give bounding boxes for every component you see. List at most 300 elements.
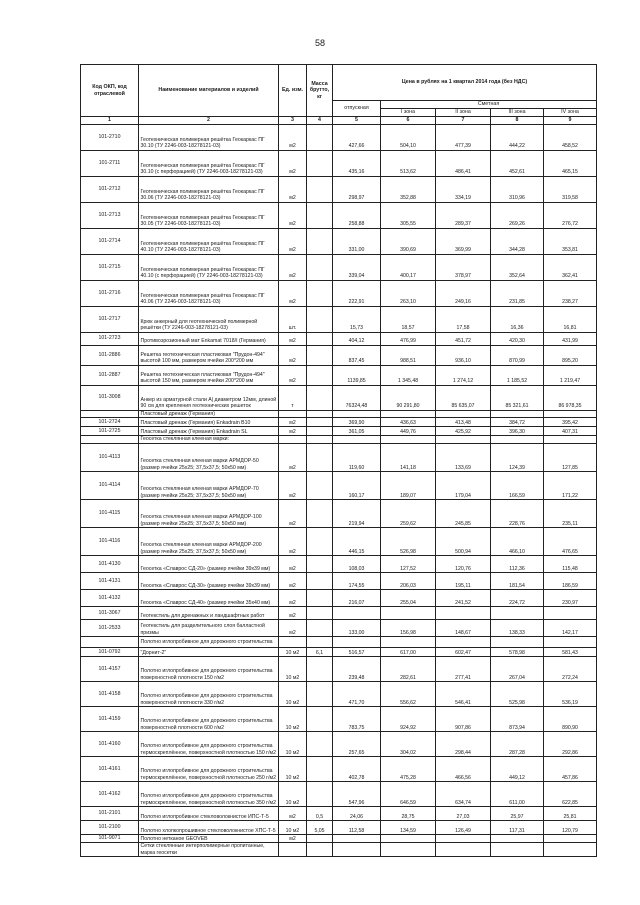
item-code: 101-2710 (81, 124, 139, 150)
empty-cell (491, 410, 544, 418)
price-zone-3: 228,76 (491, 500, 544, 528)
table-row (81, 648, 597, 657)
item-mass (307, 306, 333, 332)
col-number: 5 (333, 117, 381, 125)
item-code: 101-2717 (81, 306, 139, 332)
price-zone-3: 267,04 (491, 657, 544, 682)
table-row (81, 332, 597, 345)
item-name: Полотно иглопробивное для дорожного строительства термоскреплённое, поверхностной плотностью 250 г/м2 (139, 757, 279, 782)
price-zone-4: 16,81 (544, 306, 597, 332)
table-row (81, 345, 597, 365)
header-price-group: Цена в рублях на 1 квартал 2014 года (без НДС) (333, 65, 597, 101)
section-row (81, 637, 597, 648)
table-row (81, 757, 597, 782)
item-mass (307, 782, 333, 807)
price-zone-4 (544, 607, 597, 620)
price-zone-4: 319,58 (544, 176, 597, 202)
price-zone-2: 85 635,07 (436, 385, 491, 410)
table-row (81, 782, 597, 807)
price-zone-3: 420,30 (491, 332, 544, 345)
price-zone-2: 907,86 (436, 707, 491, 732)
price-zone-2: 245,85 (436, 500, 491, 528)
price-zone-2: 466,56 (436, 757, 491, 782)
item-name: Решетка геотехническая пластиковая "Прудон-494" высотой 150 мм, размером ячейки 200*200 мм (139, 365, 279, 385)
empty-cell (279, 637, 307, 648)
price-zone-2: 148,67 (436, 620, 491, 637)
price-zone-1: 504,10 (381, 124, 436, 150)
section-code-cell (81, 637, 139, 648)
price-zone-1: 556,62 (381, 682, 436, 707)
item-code: 101-4159 (81, 707, 139, 732)
col-number: 8 (491, 117, 544, 125)
price-zone-1: 28,75 (381, 807, 436, 821)
price-zone-1: 263,10 (381, 280, 436, 306)
item-name: Полотно иглопробивное для дорожного строительства поверхностной плотности 330 г/м2 (139, 682, 279, 707)
section-row (81, 843, 597, 857)
price-release: 216,07 (333, 590, 381, 607)
table-row (81, 500, 597, 528)
item-mass (307, 657, 333, 682)
table-row (81, 150, 597, 176)
price-zone-2: 369,99 (436, 228, 491, 254)
price-zone-1: 436,63 (381, 418, 436, 427)
price-release: 339,04 (333, 254, 381, 280)
price-zone-3: 449,12 (491, 757, 544, 782)
table-row (81, 620, 597, 637)
item-name: Геосетка «Славрос СД-20» (размер ячейки 39х39 мм) (139, 556, 279, 573)
item-unit: м2 (279, 280, 307, 306)
price-release: 219,94 (333, 500, 381, 528)
price-release: 547,96 (333, 782, 381, 807)
item-code: 101-0792 (81, 648, 139, 657)
item-code: 101-2712 (81, 176, 139, 202)
section-title: Сетки стеклянные интерполимерные пропитанные, марка геосетки (139, 843, 279, 857)
item-unit: м2 (279, 607, 307, 620)
price-release: 837,45 (333, 345, 381, 365)
item-unit: 10 м2 (279, 657, 307, 682)
price-zone-4: 407,31 (544, 427, 597, 436)
item-code: 101-4131 (81, 573, 139, 590)
table-row (81, 607, 597, 620)
price-zone-4: 86 978,35 (544, 385, 597, 410)
item-mass: 0,5 (307, 807, 333, 821)
item-unit: м2 (279, 444, 307, 472)
table-row (81, 657, 597, 682)
price-zone-3: 310,96 (491, 176, 544, 202)
price-zone-1: 1 345,48 (381, 365, 436, 385)
price-zone-4: 238,27 (544, 280, 597, 306)
item-unit: 10 м2 (279, 782, 307, 807)
item-mass (307, 202, 333, 228)
price-zone-3: 1 185,52 (491, 365, 544, 385)
item-code: 101-4115 (81, 500, 139, 528)
item-code: 101-2533 (81, 620, 139, 637)
header-mass: Масса брутто, кг (307, 65, 333, 117)
price-zone-4: 25,81 (544, 807, 597, 821)
item-code: 101-4158 (81, 682, 139, 707)
item-name: Геосетка «Славрос СД-30» (размер ячейки 39х39 мм) (139, 573, 279, 590)
item-mass (307, 556, 333, 573)
price-zone-3: 224,72 (491, 590, 544, 607)
item-unit: м2 (279, 254, 307, 280)
price-release: 1139,85 (333, 365, 381, 385)
price-zone-4: 890,90 (544, 707, 597, 732)
price-zone-2: 126,49 (436, 821, 491, 835)
price-zone-3: 873,94 (491, 707, 544, 732)
price-release: 133,00 (333, 620, 381, 637)
price-zone-1: 282,61 (381, 657, 436, 682)
item-mass (307, 573, 333, 590)
item-mass (307, 254, 333, 280)
price-release: 435,16 (333, 150, 381, 176)
header-zone-3: III зона (491, 109, 544, 117)
item-unit: м2 (279, 528, 307, 556)
price-zone-2 (436, 835, 491, 843)
item-name: Решетка геотехническая пластиковая "Прудон-494" высотой 100 мм, размером ячейки 200*200 мм (139, 345, 279, 365)
price-zone-2: 413,48 (436, 418, 491, 427)
price-zone-4: 292,86 (544, 732, 597, 757)
col-number: 3 (279, 117, 307, 125)
price-zone-3: 112,36 (491, 556, 544, 573)
item-code: 101-2725 (81, 427, 139, 436)
price-zone-1: 134,59 (381, 821, 436, 835)
item-mass (307, 427, 333, 436)
header-zone-2: II зона (436, 109, 491, 117)
table-row (81, 573, 597, 590)
item-mass: 5,05 (307, 821, 333, 835)
price-zone-1: 449,76 (381, 427, 436, 436)
price-zone-1: 513,62 (381, 150, 436, 176)
price-release: 298,97 (333, 176, 381, 202)
item-code: 101-4162 (81, 782, 139, 807)
empty-cell (279, 843, 307, 857)
empty-cell (436, 637, 491, 648)
item-mass (307, 707, 333, 732)
price-zone-1 (381, 835, 436, 843)
price-zone-2: 425,92 (436, 427, 491, 436)
item-code: 101-2713 (81, 202, 139, 228)
price-zone-2: 298,44 (436, 732, 491, 757)
price-release: 24,06 (333, 807, 381, 821)
empty-cell (544, 410, 597, 418)
empty-cell (381, 436, 436, 444)
header-unit: Ед. изм. (279, 65, 307, 117)
item-mass (307, 472, 333, 500)
column-number-row (81, 117, 597, 125)
price-zone-3: 611,00 (491, 782, 544, 807)
price-zone-2: 179,04 (436, 472, 491, 500)
item-name: Полотно иглопробивное для дорожного строительства поверхностной плотности 150 г/м2 (139, 657, 279, 682)
item-code: 101-4130 (81, 556, 139, 573)
price-zone-2: 277,41 (436, 657, 491, 682)
price-zone-1: 259,62 (381, 500, 436, 528)
header-name: Наименование материалов и изделий (139, 65, 279, 117)
item-unit: м2 (279, 556, 307, 573)
price-zone-1: 526,98 (381, 528, 436, 556)
col-number: 1 (81, 117, 139, 125)
empty-cell (436, 843, 491, 857)
item-unit: м2 (279, 590, 307, 607)
section-code-cell (81, 843, 139, 857)
empty-cell (381, 843, 436, 857)
table-row (81, 590, 597, 607)
price-zone-1 (381, 607, 436, 620)
table-row (81, 528, 597, 556)
table-row (81, 418, 597, 427)
price-release: 446,15 (333, 528, 381, 556)
empty-cell (381, 410, 436, 418)
item-name: Геотехническая полимерная решётка Геокаркас ПГ 30.10 (ТУ 2246-003-18278121-03) (139, 124, 279, 150)
item-mass (307, 365, 333, 385)
item-name: Геотехническая полимерная решётка Геокаркас ПГ 40.06 (ТУ 2246-003-18278121-03) (139, 280, 279, 306)
price-zone-4: 362,41 (544, 254, 597, 280)
item-unit: м2 (279, 345, 307, 365)
price-zone-4: 457,86 (544, 757, 597, 782)
price-zone-1: 127,52 (381, 556, 436, 573)
item-mass: 6,1 (307, 648, 333, 657)
price-release: 516,57 (333, 648, 381, 657)
item-unit: м2 (279, 427, 307, 436)
header-code: Код ОКП, код отраслевой (81, 65, 139, 117)
item-code: 101-2724 (81, 418, 139, 427)
price-release: 258,88 (333, 202, 381, 228)
item-name: Крюк анкерный для геотехнической полимерной решётки (ТУ 2246-003-18278121-03) (139, 306, 279, 332)
item-mass (307, 345, 333, 365)
item-mass (307, 682, 333, 707)
price-zone-3: 444,22 (491, 124, 544, 150)
empty-cell (544, 436, 597, 444)
col-number: 9 (544, 117, 597, 125)
empty-cell (333, 637, 381, 648)
empty-cell (333, 410, 381, 418)
section-row (81, 410, 597, 418)
table-row (81, 228, 597, 254)
price-zone-2: 634,74 (436, 782, 491, 807)
item-code: 101-2101 (81, 807, 139, 821)
table-row (81, 254, 597, 280)
item-mass (307, 607, 333, 620)
header-estimate: Сметная (381, 101, 597, 109)
price-zone-3: 452,61 (491, 150, 544, 176)
item-code: 101-4160 (81, 732, 139, 757)
item-unit: м2 (279, 620, 307, 637)
section-row (81, 436, 597, 444)
item-name: Геосетка стеклянная клееная марки АРМДОР-200 (размер ячейки 25х25; 37,5х37,5; 50х50 мм) (139, 528, 279, 556)
price-zone-1: 305,55 (381, 202, 436, 228)
item-code: 101-2723 (81, 332, 139, 345)
empty-cell (544, 843, 597, 857)
section-title: Полотно иглопробивное для дорожного строительства (139, 637, 279, 648)
price-release: 160,17 (333, 472, 381, 500)
item-unit: м2 (279, 807, 307, 821)
item-name: Анкер из арматурной стали А| диаметром 12мм, длиной 90 см для крепления геотехнических решеток (139, 385, 279, 410)
price-release: 427,66 (333, 124, 381, 150)
price-zone-4: 581,43 (544, 648, 597, 657)
header-release: отпускная (333, 101, 381, 117)
table-row (81, 202, 597, 228)
price-zone-2: 378,97 (436, 254, 491, 280)
price-zone-4: 230,97 (544, 590, 597, 607)
price-zone-3: 181,54 (491, 573, 544, 590)
price-zone-4: 127,85 (544, 444, 597, 472)
empty-cell (381, 637, 436, 648)
price-zone-2: 451,72 (436, 332, 491, 345)
table-row (81, 707, 597, 732)
price-release: 239,48 (333, 657, 381, 682)
price-zone-3 (491, 835, 544, 843)
empty-cell (333, 436, 381, 444)
item-mass (307, 835, 333, 843)
page-number: 58 (314, 38, 325, 48)
table-row (81, 365, 597, 385)
price-release: 783,75 (333, 707, 381, 732)
item-mass (307, 332, 333, 345)
item-name: Полотно иглопробивное для дорожного строительства термоскреплённое, поверхностной плотностью 350 г/м2 (139, 782, 279, 807)
price-release: 471,70 (333, 682, 381, 707)
price-zone-1: 90 291,80 (381, 385, 436, 410)
empty-cell (333, 843, 381, 857)
price-release: 15,73 (333, 306, 381, 332)
empty-cell (491, 843, 544, 857)
price-zone-4: 171,22 (544, 472, 597, 500)
price-release: 257,65 (333, 732, 381, 757)
table-row (81, 821, 597, 835)
price-zone-4: 465,15 (544, 150, 597, 176)
price-release: 331,00 (333, 228, 381, 254)
item-name: Пластовый дренаж (Германия) Enkadrain SL (139, 427, 279, 436)
item-name: Геосетка стеклянная клееная марки АРМДОР-100 (размер ячейки 25х25; 37,5х37,5; 50х50 мм) (139, 500, 279, 528)
item-unit: 10 м2 (279, 757, 307, 782)
item-mass (307, 528, 333, 556)
price-zone-3: 85 321,61 (491, 385, 544, 410)
price-zone-2: 289,37 (436, 202, 491, 228)
price-zone-3: 117,31 (491, 821, 544, 835)
price-zone-3 (491, 607, 544, 620)
price-zone-2: 27,03 (436, 807, 491, 821)
price-release (333, 607, 381, 620)
item-name: "Дорнит-2" (139, 648, 279, 657)
col-number: 6 (381, 117, 436, 125)
price-zone-3: 166,59 (491, 472, 544, 500)
item-unit: т (279, 385, 307, 410)
price-zone-1: 18,57 (381, 306, 436, 332)
price-zone-3: 352,64 (491, 254, 544, 280)
item-name: Полотно хлопкопрошивное стекловолокнистое ХПС-Т-5 (139, 821, 279, 835)
table-row (81, 385, 597, 410)
item-code: 101-4113 (81, 444, 139, 472)
header-zone-1: I зона (381, 109, 436, 117)
item-mass (307, 444, 333, 472)
price-zone-4: 476,65 (544, 528, 597, 556)
item-name: Полотно иглопробивное для дорожного строительства термоскреплённое, поверхностной плотностью 150 г/м2 (139, 732, 279, 757)
item-unit: м2 (279, 418, 307, 427)
price-zone-3: 384,72 (491, 418, 544, 427)
item-code: 101-4161 (81, 757, 139, 782)
price-zone-2: 546,41 (436, 682, 491, 707)
header-zone-4: IV зона (544, 109, 597, 117)
price-zone-3: 578,98 (491, 648, 544, 657)
price-zone-3: 25,97 (491, 807, 544, 821)
price-zone-2: 500,94 (436, 528, 491, 556)
item-unit: шт. (279, 306, 307, 332)
empty-cell (491, 637, 544, 648)
price-zone-2: 17,58 (436, 306, 491, 332)
item-unit: м2 (279, 472, 307, 500)
empty-cell (491, 436, 544, 444)
item-unit: м2 (279, 835, 307, 843)
item-name: Геотехническая полимерная решётка Геокаркас ПГ 30.05 (ТУ 2246-003-18278121-03) (139, 202, 279, 228)
price-zone-1: 924,92 (381, 707, 436, 732)
price-table-body (81, 124, 597, 857)
empty-cell (436, 410, 491, 418)
item-code: 101-3067 (81, 607, 139, 620)
item-mass (307, 590, 333, 607)
item-unit: м2 (279, 573, 307, 590)
price-zone-1: 141,18 (381, 444, 436, 472)
price-zone-3: 396,30 (491, 427, 544, 436)
item-name: Геотехническая полимерная решётка Геокаркас ПГ 30.06 (ТУ 2246-003-18278121-03) (139, 176, 279, 202)
item-code: 101-2887 (81, 365, 139, 385)
price-zone-2: 334,19 (436, 176, 491, 202)
price-release: 369,90 (333, 418, 381, 427)
price-zone-4: 622,85 (544, 782, 597, 807)
price-zone-1: 646,59 (381, 782, 436, 807)
item-mass (307, 280, 333, 306)
table-row (81, 444, 597, 472)
item-unit: 10 м2 (279, 682, 307, 707)
table-row (81, 124, 597, 150)
price-zone-4: 235,11 (544, 500, 597, 528)
item-mass (307, 124, 333, 150)
item-code: 101-9071 (81, 835, 139, 843)
price-zone-3: 466,10 (491, 528, 544, 556)
price-zone-3: 525,98 (491, 682, 544, 707)
price-zone-4: 895,20 (544, 345, 597, 365)
price-zone-2: 120,76 (436, 556, 491, 573)
price-zone-4: 120,79 (544, 821, 597, 835)
table-row (81, 835, 597, 843)
empty-cell (307, 637, 333, 648)
price-zone-4 (544, 835, 597, 843)
price-release: 119,60 (333, 444, 381, 472)
table-row (81, 682, 597, 707)
item-unit: 10 м2 (279, 821, 307, 835)
item-unit: 10 м2 (279, 732, 307, 757)
price-zone-2: 477,39 (436, 124, 491, 150)
price-zone-3: 231,85 (491, 280, 544, 306)
item-mass (307, 732, 333, 757)
col-number: 7 (436, 117, 491, 125)
item-code: 101-4132 (81, 590, 139, 607)
price-zone-2: 602,47 (436, 648, 491, 657)
price-zone-4: 536,19 (544, 682, 597, 707)
item-mass (307, 176, 333, 202)
section-title: Пластовый дренаж (Германия) (139, 410, 279, 418)
price-zone-2: 1 274,12 (436, 365, 491, 385)
item-unit: м2 (279, 124, 307, 150)
item-unit: м2 (279, 202, 307, 228)
price-zone-1: 390,69 (381, 228, 436, 254)
item-code: 101-2715 (81, 254, 139, 280)
price-zone-4: 458,52 (544, 124, 597, 150)
item-name: Геосетка стеклянная клееная марки АРМДОР-70 (размер ячейки 25х25; 37,5х37,5; 50х50 мм) (139, 472, 279, 500)
price-zone-2: 486,41 (436, 150, 491, 176)
empty-cell (307, 436, 333, 444)
item-name: Полотно иглопробивное для дорожного строительства поверхностной плотности 600 г/м2 (139, 707, 279, 732)
price-zone-1: 617,00 (381, 648, 436, 657)
price-zone-1: 304,02 (381, 732, 436, 757)
item-code: 101-3008 (81, 385, 139, 410)
